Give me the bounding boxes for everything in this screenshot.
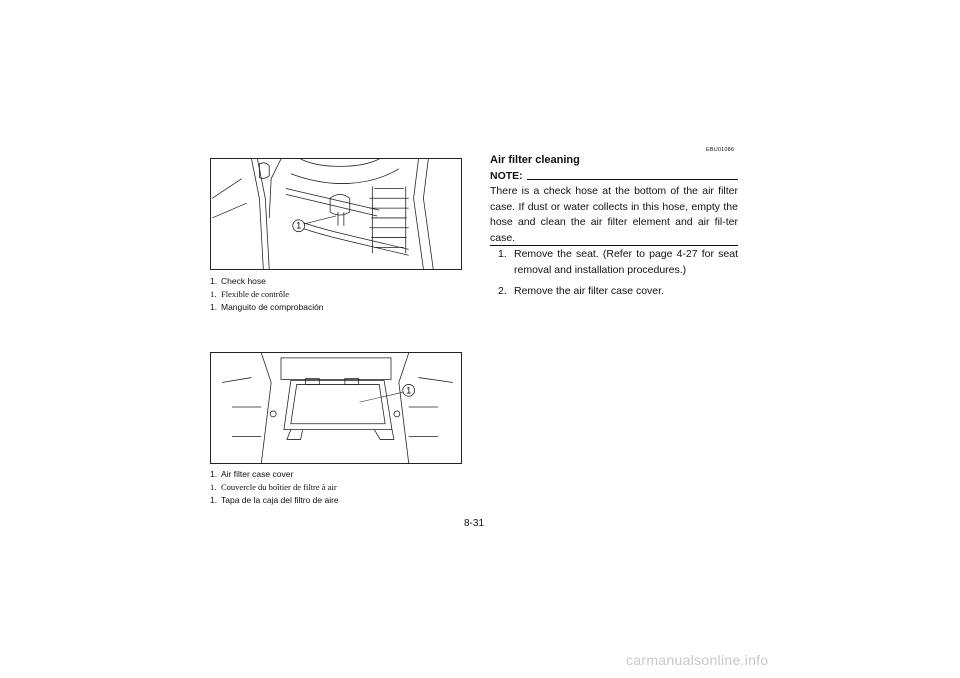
step-item [490,284,738,300]
caption-fr: 1. Couvercle du boîtier de filtre à air [210,482,337,492]
step-number: 2. [498,285,507,297]
figure-check-hose [210,158,462,270]
caption-en: 1. Air filter case cover [210,469,294,479]
section-title: Air filter cleaning [490,154,580,166]
note-rule-bottom [490,245,738,246]
step-text: Remove the air filter case cover. [514,285,664,297]
callout-number: 1 [296,220,302,231]
page-number: 8-31 [464,518,485,529]
step-number: 1. [498,248,507,260]
caption-es: 1. Tapa de la caja del filtro de aire [210,495,339,505]
procedure-steps [490,247,738,306]
figure2-caption-list [210,468,339,507]
callout-number: 1 [406,385,412,396]
note-label: NOTE: [490,170,523,182]
step-item [490,247,738,278]
watermark: carmanualsonline.info [626,652,769,668]
caption-fr: 1. Flexible de contrôle [210,289,289,299]
caption-en: 1. Check hose [210,276,266,286]
figure1-caption-list [210,275,324,314]
caption-es: 1. Manguito de comprobación [210,302,324,312]
section-code: EBU01086 [706,147,735,153]
step-text: Remove the seat. (Refer to page 4-27 for seat removal and installation procedures.) [514,248,738,276]
figure-air-filter-case-cover [210,352,462,464]
note-rule-top [527,179,738,180]
note-text: There is a check hose at the bottom of the air filter case. If dust or water collects in this hose, empty the hose and clean the air filter element and air fil-ter case. [490,185,738,244]
check-hose-illustration [211,159,461,269]
note-heading [490,170,738,182]
air-filter-case-illustration [211,353,461,463]
